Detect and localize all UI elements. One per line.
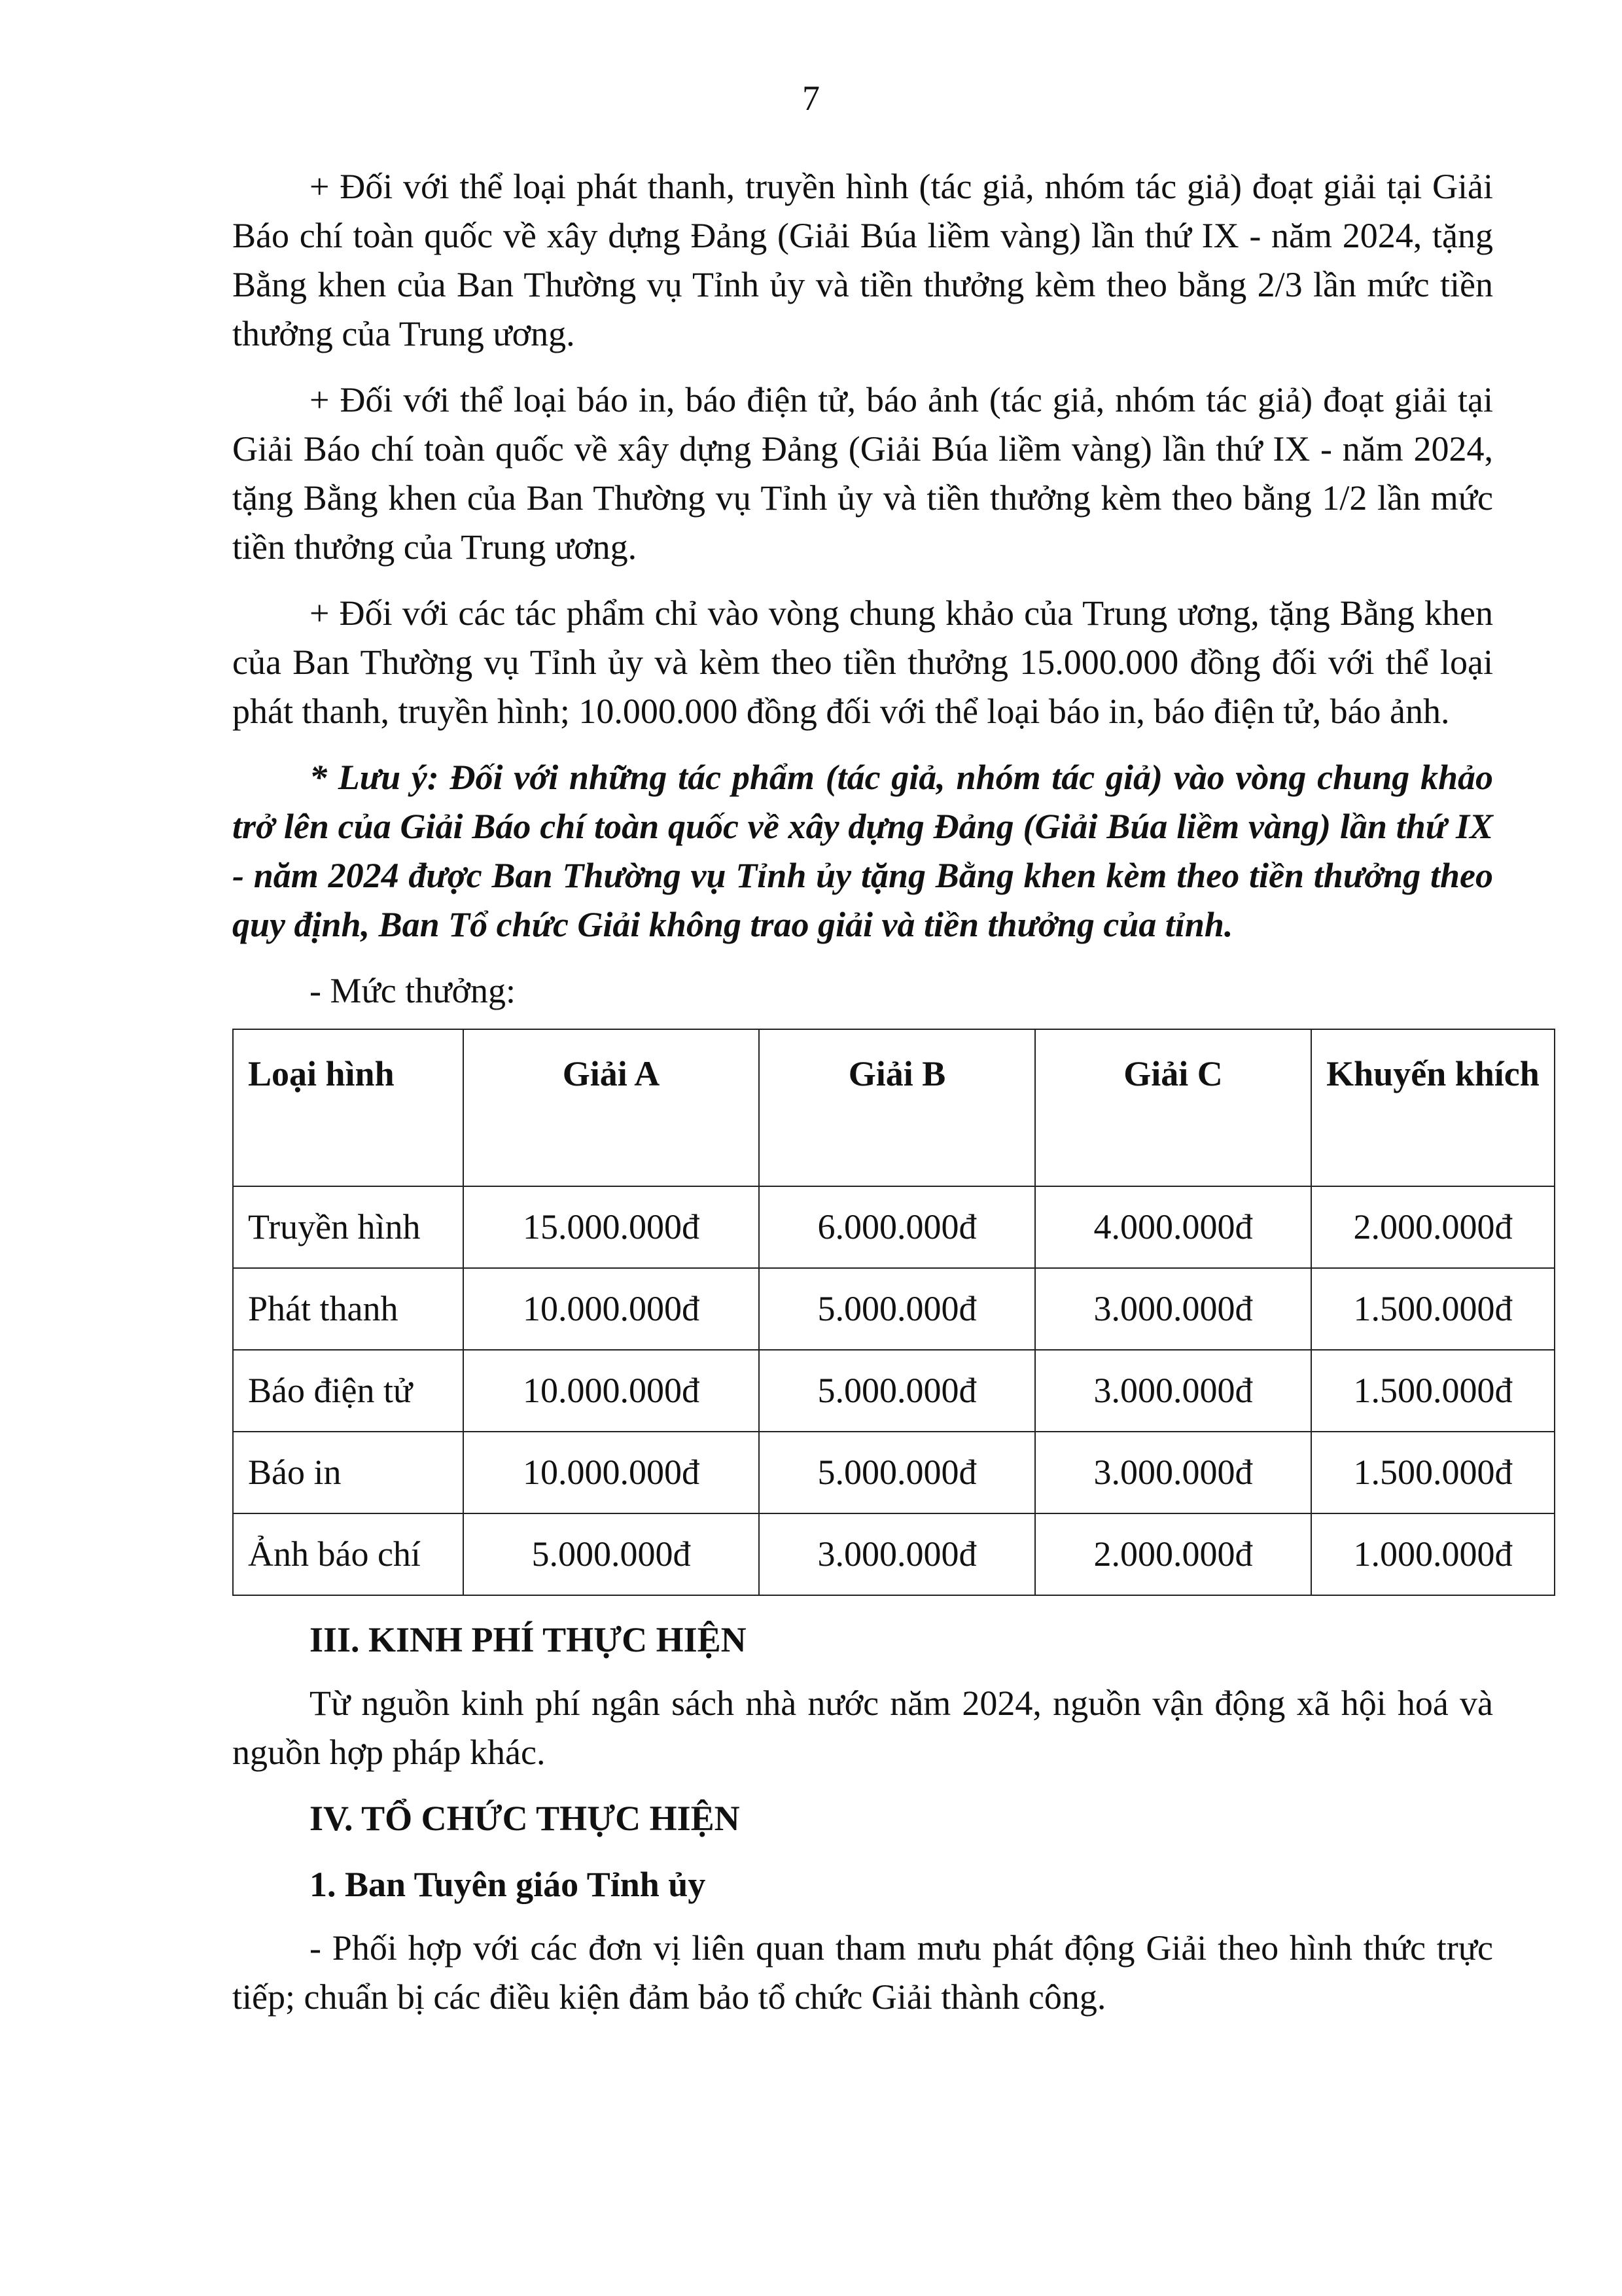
cell-prize-c: 3.000.000đ xyxy=(1035,1268,1311,1350)
cell-encouragement: 1.500.000đ xyxy=(1311,1350,1555,1432)
paragraph-funding: Từ nguồn kinh phí ngân sách nhà nước năm 2024, nguồn vận động xã hội hoá và nguồn hợp pháp khác. xyxy=(232,1684,1493,1772)
paragraph-print-awards: + Đối với thể loại báo in, báo điện tử, báo ảnh (tác giả, nhóm tác giả) đoạt giải tại Giải Báo chí toàn quốc về xây dựng Đảng (Giải Búa liềm vàng) lần thứ IX - năm 2024, tặng Bằng khen của Ban Thường vụ Tỉnh ủy và tiền thưởng kèm theo bằng 1/2 lần mức tiền thưởng của Trung ương. xyxy=(232,380,1493,567)
cell-prize-a: 10.000.000đ xyxy=(463,1350,759,1432)
row-category: Truyền hình xyxy=(233,1186,463,1268)
document-body xyxy=(232,162,1540,2039)
header-prize-b: Giải B xyxy=(759,1029,1035,1186)
table-header-row xyxy=(233,1029,1555,1186)
cell-prize-a: 10.000.000đ xyxy=(463,1432,759,1513)
cell-prize-b: 5.000.000đ xyxy=(759,1432,1035,1513)
paragraph-broadcast-awards: + Đối với thể loại phát thanh, truyền hình (tác giả, nhóm tác giả) đoạt giải tại Giải Báo chí toàn quốc về xây dựng Đảng (Giải Búa liềm vàng) lần thứ IX - năm 2024, tặng Bằng khen của Ban Thường vụ Tỉnh ủy và tiền thưởng kèm theo bằng 2/3 lần mức tiền thưởng của Trung ương. xyxy=(232,167,1493,353)
paragraph-final-round: + Đối với các tác phẩm chỉ vào vòng chung khảo của Trung ương, tặng Bằng khen của Ban Thường vụ Tỉnh ủy và kèm theo tiền thưởng 15.000.000 đồng đối với thể loại phát thanh, truyền hình; 10.000.000 đồng đối với thể loại báo in, báo điện tử, báo ảnh. xyxy=(232,593,1493,731)
cell-prize-a: 5.000.000đ xyxy=(463,1513,759,1595)
cell-prize-a: 10.000.000đ xyxy=(463,1268,759,1350)
row-category: Phát thanh xyxy=(233,1268,463,1350)
table-row xyxy=(233,1432,1555,1513)
cell-encouragement: 1.000.000đ xyxy=(1311,1513,1555,1595)
cell-encouragement: 1.500.000đ xyxy=(1311,1268,1555,1350)
page-number: 7 xyxy=(802,79,820,118)
paragraph-coordination: - Phối hợp với các đơn vị liên quan tham mưu phát động Giải theo hình thức trực tiếp; chuẩn bị các điều kiện đảm bảo tổ chức Giải thành công. xyxy=(232,1928,1493,2017)
cell-prize-c: 4.000.000đ xyxy=(1035,1186,1311,1268)
table-row xyxy=(233,1268,1555,1350)
table-row xyxy=(233,1513,1555,1595)
table-row xyxy=(233,1350,1555,1432)
cell-prize-b: 3.000.000đ xyxy=(759,1513,1035,1595)
section-heading-funding: III. KINH PHÍ THỰC HIỆN xyxy=(309,1620,747,1659)
row-category: Báo điện tử xyxy=(233,1350,463,1432)
subheading-propaganda-board: 1. Ban Tuyên giáo Tỉnh ủy xyxy=(309,1865,706,1904)
cell-encouragement: 2.000.000đ xyxy=(1311,1186,1555,1268)
header-category: Loại hình xyxy=(233,1029,463,1186)
row-category: Ảnh báo chí xyxy=(233,1513,463,1595)
cell-prize-b: 5.000.000đ xyxy=(759,1268,1035,1350)
cell-prize-c: 3.000.000đ xyxy=(1035,1350,1311,1432)
row-category: Báo in xyxy=(233,1432,463,1513)
cell-encouragement: 1.500.000đ xyxy=(1311,1432,1555,1513)
reward-table xyxy=(232,1029,1555,1596)
note-paragraph: * Lưu ý: Đối với những tác phẩm (tác giả, nhóm tác giả) vào vòng chung khảo trở lên của Giải Báo chí toàn quốc về xây dựng Đảng (Giải Búa liềm vàng) lần thứ IX - năm 2024 được Ban Thường vụ Tỉnh ủy tặng Bằng khen kèm theo tiền thưởng theo quy định, Ban Tổ chức Giải không trao giải và tiền thưởng của tỉnh. xyxy=(232,758,1493,944)
section-heading-implementation: IV. TỔ CHỨC THỰC HIỆN xyxy=(309,1799,740,1838)
reward-label: - Mức thưởng: xyxy=(309,971,516,1010)
cell-prize-b: 6.000.000đ xyxy=(759,1186,1035,1268)
header-prize-a: Giải A xyxy=(463,1029,759,1186)
header-encouragement: Khuyến khích xyxy=(1311,1029,1555,1186)
cell-prize-c: 2.000.000đ xyxy=(1035,1513,1311,1595)
table-row xyxy=(233,1186,1555,1268)
header-prize-c: Giải C xyxy=(1035,1029,1311,1186)
cell-prize-a: 15.000.000đ xyxy=(463,1186,759,1268)
cell-prize-c: 3.000.000đ xyxy=(1035,1432,1311,1513)
cell-prize-b: 5.000.000đ xyxy=(759,1350,1035,1432)
